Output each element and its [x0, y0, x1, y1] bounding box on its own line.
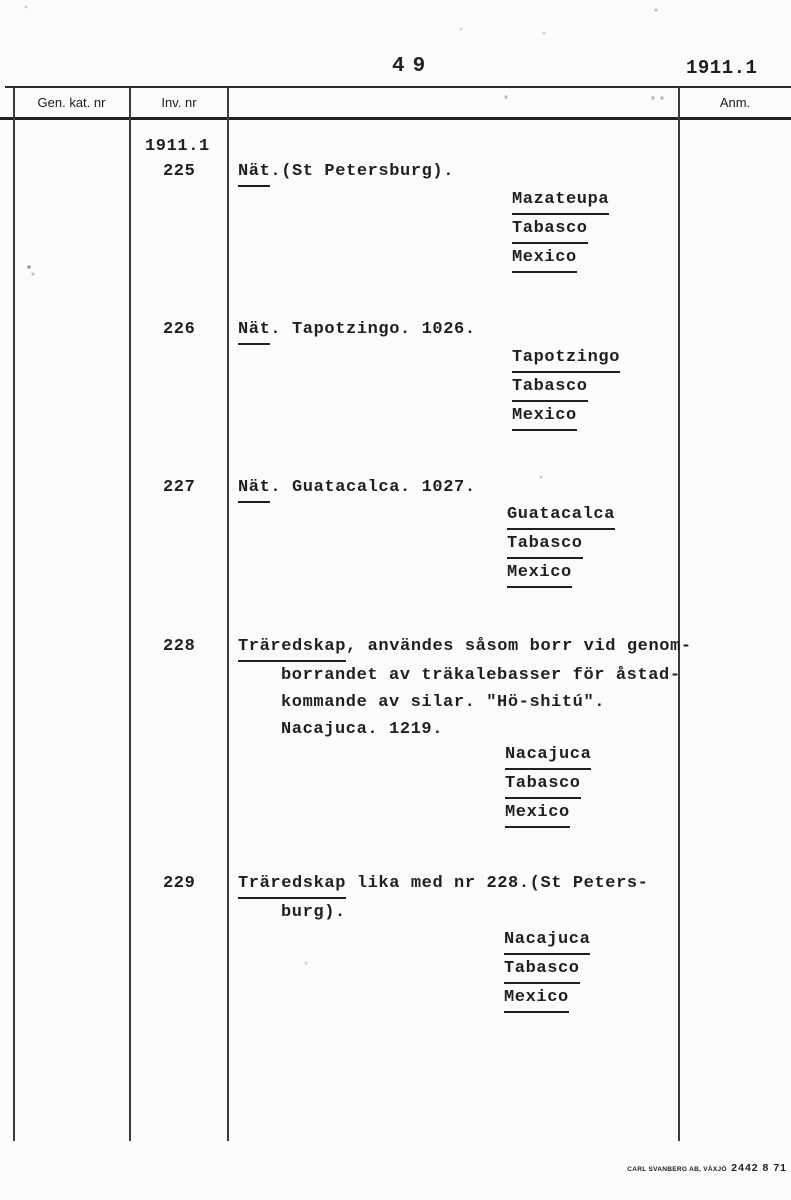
- description-line: Nät.(St Petersburg).: [238, 158, 454, 187]
- table-header-separator: [0, 117, 791, 120]
- location-line: Mexico: [507, 559, 615, 588]
- entry-225-inv-nr: 225: [163, 162, 196, 181]
- location-line: Tabasco: [507, 530, 615, 559]
- location-line: Mexico: [504, 984, 590, 1013]
- location-line: Tabasco: [504, 955, 590, 984]
- location-line: Guatacalca: [507, 501, 615, 530]
- entry-225-location-block: [512, 186, 609, 273]
- entry-229-location-block: [504, 926, 590, 1013]
- location-line: Mexico: [512, 402, 620, 431]
- entry-229-inv-nr: 229: [163, 874, 196, 893]
- description-line: Nät. Tapotzingo. 1026.: [238, 316, 476, 345]
- printer-mark: [627, 1158, 787, 1176]
- underlined-term: Träredskap: [238, 633, 346, 662]
- entry-227-description: [238, 474, 476, 503]
- scan-specks: [0, 0, 2, 2]
- entry-229-description: [238, 870, 648, 926]
- location-line: Nacajuca: [505, 741, 591, 770]
- page-number: 49: [392, 55, 434, 78]
- location-line: Mexico: [512, 244, 609, 273]
- printer-name: CARL SVANBERG AB, VÄXJÖ: [627, 1166, 727, 1173]
- year-reference: 1911.1: [686, 57, 758, 79]
- location-line: Nacajuca: [504, 926, 590, 955]
- column-header-anm: Anm.: [719, 95, 751, 110]
- underlined-term: Nät: [238, 316, 270, 345]
- description-line: kommande av silar. "Hö-shitú".: [281, 693, 606, 712]
- entry-228-inv-nr: 228: [163, 637, 196, 656]
- entry-226-inv-nr: 226: [163, 320, 196, 339]
- underlined-term: Träredskap: [238, 870, 346, 899]
- printer-code: 2442 8 71: [731, 1162, 787, 1174]
- description-line: Träredskap, användes såsom borr vid genom-: [238, 633, 692, 662]
- location-line: Tabasco: [512, 373, 620, 402]
- column-line-genkat-inv: [129, 87, 131, 1141]
- inv-year-heading: 1911.1: [145, 137, 210, 156]
- description-line: Träredskap lika med nr 228.(St Peters-: [238, 870, 648, 899]
- location-line: Tabasco: [512, 215, 609, 244]
- underlined-term: Nät: [238, 474, 270, 503]
- table-left-border: [13, 87, 15, 1141]
- location-line: Tabasco: [505, 770, 591, 799]
- location-line: Mexico: [505, 799, 591, 828]
- location-line: Mazateupa: [512, 186, 609, 215]
- entry-227-inv-nr: 227: [163, 478, 196, 497]
- entry-225-description: [238, 158, 454, 187]
- table-top-border: [5, 86, 791, 88]
- column-header-inv-nr: Inv. nr: [161, 95, 197, 110]
- location-line: Tapotzingo: [512, 344, 620, 373]
- entry-226-description: [238, 316, 476, 345]
- description-line: Nät. Guatacalca. 1027.: [238, 474, 476, 503]
- description-line: Nacajuca. 1219.: [281, 720, 444, 739]
- entry-228-location-block: [505, 741, 591, 828]
- description-line: borrandet av träkalebasser för åstad-: [281, 666, 681, 685]
- underlined-term: Nät: [238, 158, 270, 187]
- column-header-gen-kat-nr: Gen. kat. nr: [37, 95, 106, 110]
- entry-227-location-block: [507, 501, 615, 588]
- description-line: burg).: [281, 903, 346, 922]
- column-line-anm: [678, 87, 680, 1141]
- column-line-inv-main: [227, 87, 229, 1141]
- entry-228-description: [238, 633, 692, 743]
- entry-226-location-block: [512, 344, 620, 431]
